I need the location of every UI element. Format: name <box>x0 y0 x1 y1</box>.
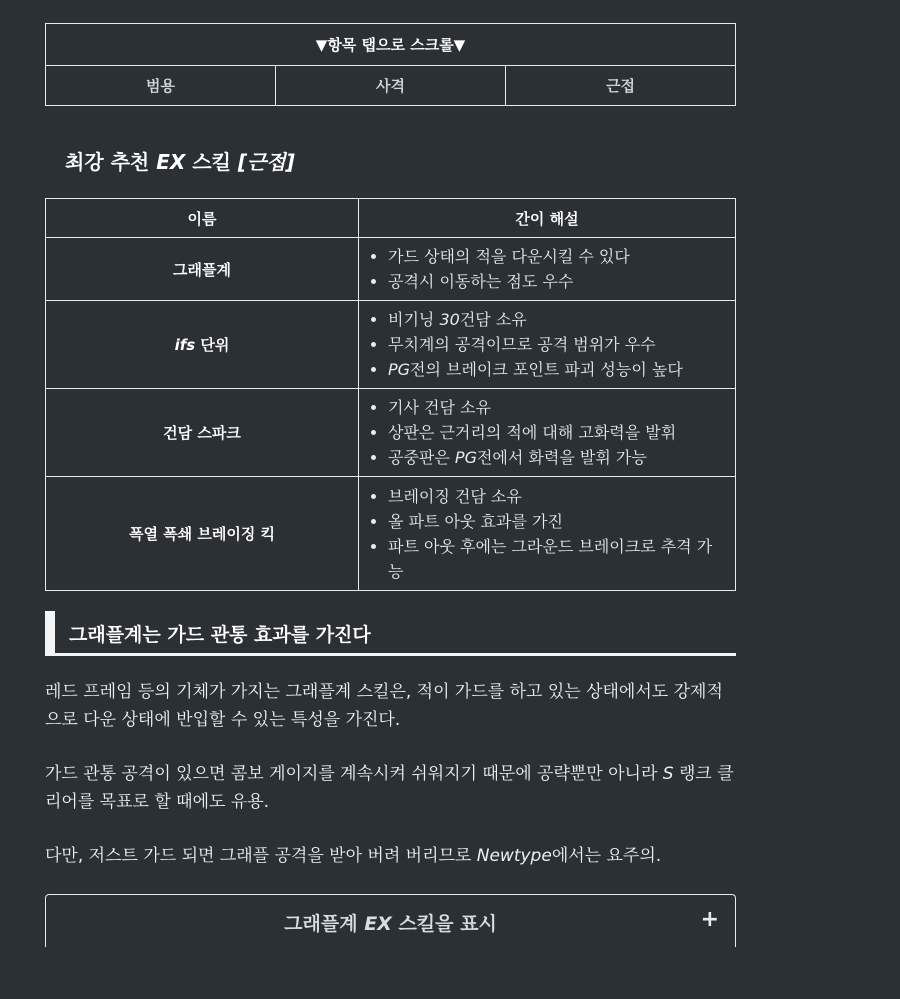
paragraph <box>45 760 736 816</box>
list-item <box>388 357 727 382</box>
list-item <box>388 445 727 470</box>
skill-description <box>359 477 736 591</box>
text-em: EX <box>364 913 392 935</box>
list-item: • 가드 상태의 적을 다운시킬 수 있다 <box>388 244 727 269</box>
text-part: 공중판은 <box>388 448 455 467</box>
text-part: 전의 브레이크 포인트 파괴 성능이 높다 <box>410 360 683 379</box>
text-part: 에서는 요주의. <box>551 846 662 866</box>
table-row <box>46 389 736 477</box>
section-title-part: 최강 추천 <box>65 150 157 174</box>
text-em: PG <box>388 360 411 379</box>
list-item: • 기사 건담 소유 <box>388 395 727 420</box>
nav-tab-shooting[interactable]: 사격 <box>276 66 506 106</box>
nav-tab-melee[interactable]: 근접 <box>506 66 736 106</box>
header-name: 이름 <box>46 199 359 238</box>
expand-grapple-skills-button[interactable] <box>45 894 736 947</box>
plus-icon[interactable]: + <box>700 907 719 932</box>
text-part: 가드 관통 공격이 있으면 콤보 게이지를 계속시켜 쉬워지기 때문에 공략뿐만 아니라 <box>45 764 663 784</box>
list-item: • 올 파트 아웃 효과를 가진 <box>388 509 727 534</box>
text-em: PG <box>454 448 477 467</box>
subheading <box>45 611 736 656</box>
text-em: S <box>662 764 674 784</box>
skill-name <box>46 301 359 389</box>
text-part: 다만, 저스트 가드 되면 그래플 공격을 받아 버려 버리므로 <box>45 846 477 866</box>
scroll-nav-table <box>45 23 736 106</box>
list-item: • 무치계의 공격이므로 공격 범위가 우수 <box>388 332 727 357</box>
expand-label <box>46 909 735 936</box>
table-row <box>46 301 736 389</box>
skill-description <box>359 389 736 477</box>
skill-table <box>45 198 736 591</box>
skill-name-rest: 단위 <box>195 336 230 354</box>
subheading-accent-bar <box>45 611 55 653</box>
subheading-text: 그래플계는 가드 관통 효과를 가진다 <box>69 624 371 646</box>
scroll-nav-title: ▼항목 탭으로 스크롤▼ <box>46 24 736 66</box>
text-part: 전에서 화력을 발휘 가능 <box>476 448 647 467</box>
text-part: 건담 소유 <box>459 310 527 329</box>
paragraph <box>45 842 736 870</box>
paragraph: 레드 프레임 등의 기체가 가지는 그래플계 스킬은, 적이 가드를 하고 있는 상태에서도 강제적으로 다운 상태에 반입할 수 있는 특성을 가진다. <box>45 682 723 730</box>
section-title <box>65 146 736 176</box>
section-title-ex: EX <box>156 150 186 174</box>
nav-tab-general[interactable]: 범용 <box>46 66 276 106</box>
skill-description <box>359 301 736 389</box>
skill-name: 폭열 폭쇄 브레이징 킥 <box>46 477 359 591</box>
section-title-part: 스킬 <box>185 150 238 174</box>
text-em: Newtype <box>476 846 552 866</box>
text-part: 비기닝 <box>388 310 440 329</box>
header-description: 간이 해설 <box>359 199 736 238</box>
skill-name: 건담 스파크 <box>46 389 359 477</box>
text-em: 30 <box>439 310 460 329</box>
section-title-melee: [근접] <box>237 150 295 174</box>
list-item: • 공격시 이동하는 점도 우수 <box>388 269 727 294</box>
text-part: 랭크 클리어를 목표로 할 때에도 유용. <box>45 764 734 812</box>
list-item: • 브레이징 건담 소유 <box>388 484 727 509</box>
list-item: • 상판은 근거리의 적에 대해 고화력을 발휘 <box>388 420 727 445</box>
list-item <box>388 307 727 332</box>
skill-name: 그래플계 <box>46 238 359 301</box>
table-row <box>46 238 736 301</box>
list-item: • 파트 아웃 후에는 그라운드 브레이크로 추격 가능 <box>388 534 727 584</box>
article-body <box>45 23 736 947</box>
skill-description <box>359 238 736 301</box>
text-part: 스킬을 표시 <box>391 913 497 935</box>
table-row <box>46 477 736 591</box>
skill-name-em: ifs <box>174 336 196 354</box>
text-part: 그래플계 <box>284 913 365 935</box>
